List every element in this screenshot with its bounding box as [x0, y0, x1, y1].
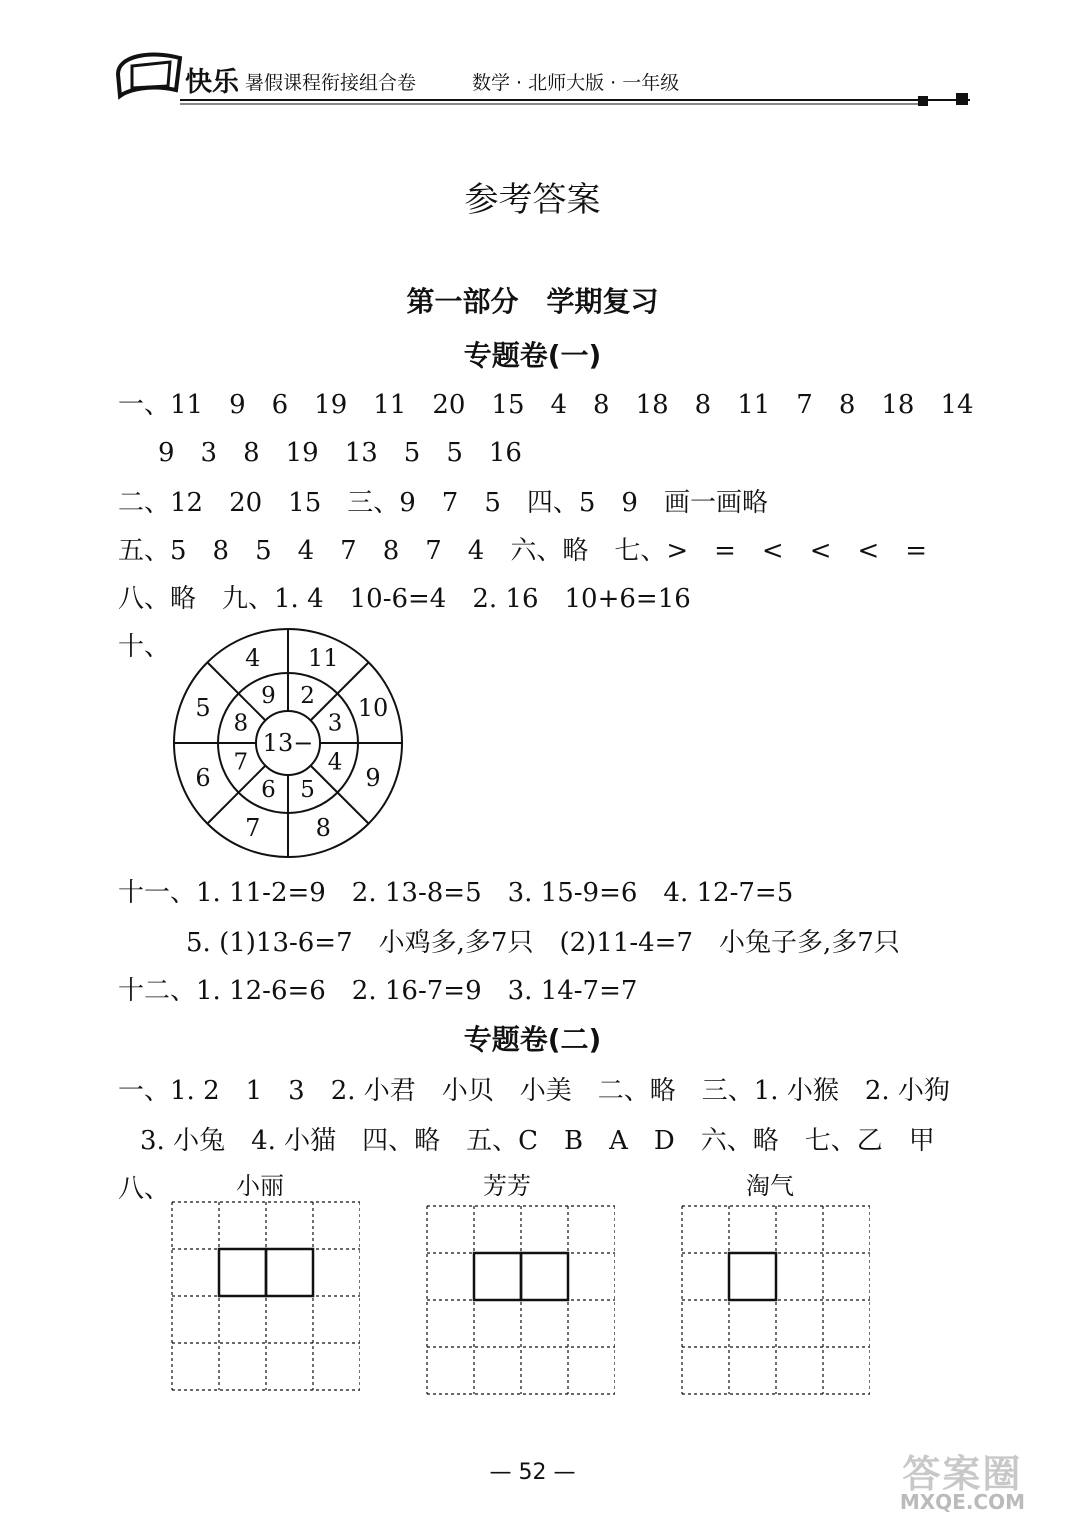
dotted-grid	[170, 1200, 360, 1392]
wheel-outer-number: 5	[195, 693, 211, 722]
answer-line: 一、11 9 6 19 11 20 15 4 8 18 8 11 7 8 18 14	[118, 390, 974, 420]
answer-line: 八、	[118, 1174, 171, 1204]
watermark-logo-text: 答案圈	[902, 1452, 1023, 1496]
wheel-inner-number: 7	[233, 749, 249, 776]
solid-square	[219, 1249, 266, 1296]
wheel-inner-number: 9	[261, 682, 276, 709]
header-subject: 数学 · 北师大版 · 一年级	[472, 72, 680, 94]
wheel-center-text: 13−	[262, 729, 314, 757]
page-number: — 52 —	[489, 1460, 576, 1485]
solid-square	[474, 1253, 521, 1300]
grid-figure	[425, 1172, 615, 1400]
wheel-outer-number: 7	[245, 813, 261, 842]
page-title: 参考答案	[464, 180, 601, 220]
brand-logo-icon	[110, 44, 190, 106]
grid-figure	[680, 1172, 870, 1400]
solid-square	[729, 1253, 776, 1300]
watermark-url: MXQE.COM	[899, 1490, 1025, 1514]
grid-figure	[170, 1172, 360, 1396]
answer-line: 一、1. 2 1 3 2. 小君 小贝 小美 二、略 三、1. 小猴 2. 小狗	[118, 1076, 950, 1106]
grid-label: 淘气	[746, 1172, 794, 1200]
solid-square	[266, 1249, 313, 1296]
answer-line: 五、5 8 5 4 7 8 7 4 六、略 七、> = < < < =	[118, 536, 928, 566]
paper1-heading: 专题卷(一)	[463, 339, 602, 372]
wheel-outer-number: 9	[365, 764, 381, 793]
wheel-inner-number: 8	[233, 710, 249, 737]
wheel-outer-number: 11	[307, 644, 339, 673]
header-brand: 快乐	[185, 67, 239, 98]
number-wheel-diagram	[170, 625, 406, 861]
answer-line: 3. 小兔 4. 小猫 四、略 五、C B A D 六、略 七、乙 甲	[140, 1126, 935, 1156]
header-rule	[180, 90, 980, 110]
wheel-outer-number: 4	[245, 644, 261, 673]
watermark	[899, 1452, 1025, 1516]
header-series: 暑假课程衔接组合卷	[245, 72, 417, 94]
answer-line: 十二、1. 12-6=6 2. 16-7=9 3. 14-7=7	[118, 976, 638, 1006]
wheel-outer-number: 6	[195, 764, 211, 793]
dotted-grid	[680, 1204, 870, 1396]
wheel-inner-number: 3	[327, 710, 343, 737]
wheel-inner-number: 6	[261, 777, 276, 804]
grid-label: 小丽	[236, 1172, 284, 1200]
answer-line: 二、12 20 15 三、9 7 5 四、5 9 画一画略	[118, 488, 768, 518]
wheel-outer-number: 8	[315, 813, 331, 842]
wheel-inner-number: 2	[300, 682, 315, 709]
wheel-inner-number: 4	[327, 749, 343, 776]
answer-line: 八、略 九、1. 4 10-6=4 2. 16 10+6=16	[118, 584, 691, 614]
dotted-grid	[425, 1204, 615, 1396]
paper2-heading: 专题卷(二)	[463, 1023, 602, 1056]
solid-square	[521, 1253, 568, 1300]
answer-line: 5. (1)13-6=7 小鸡多,多7只 (2)11-4=7 小兔子多,多7只	[186, 928, 900, 958]
answer-line: 十、	[118, 632, 171, 662]
grid-label: 芳芳	[483, 1172, 531, 1200]
wheel-inner-number: 5	[300, 777, 315, 804]
part-heading: 第一部分 学期复习	[406, 285, 659, 318]
answer-line: 9 3 8 19 13 5 5 16	[158, 438, 522, 468]
wheel-outer-number: 10	[357, 693, 389, 722]
answer-line: 十一、1. 11-2=9 2. 13-8=5 3. 15-9=6 4. 12-7=5	[118, 878, 794, 908]
